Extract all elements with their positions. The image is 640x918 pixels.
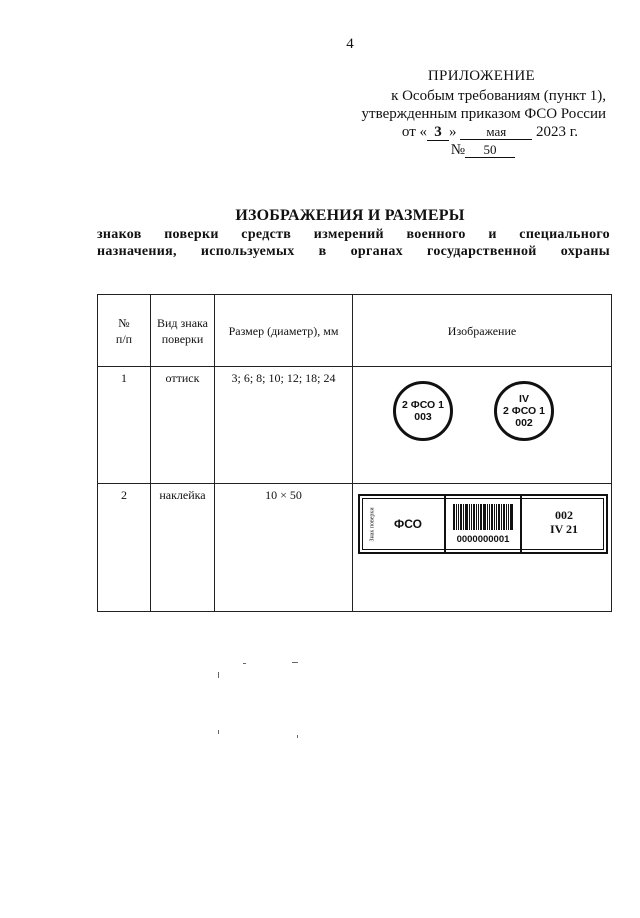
table-row bbox=[98, 367, 612, 484]
barcode-bar bbox=[456, 504, 457, 530]
verification-sticker bbox=[358, 494, 608, 554]
appendix-number bbox=[451, 140, 515, 160]
barcode-bar bbox=[503, 504, 505, 530]
row-size: 10 × 50 bbox=[215, 484, 353, 612]
barcode-bar bbox=[463, 504, 464, 530]
scan-speck bbox=[243, 663, 246, 664]
barcode-bar bbox=[508, 504, 509, 530]
barcode-bar bbox=[498, 504, 500, 530]
barcode-bar bbox=[480, 504, 482, 530]
sticker-period: IV 21 bbox=[549, 522, 579, 536]
row-type: наклейка bbox=[151, 484, 215, 612]
scan-speck bbox=[292, 662, 298, 663]
sticker-org-section bbox=[360, 496, 446, 552]
row-num: 2 bbox=[98, 484, 151, 612]
stamp-2-line2: 002 bbox=[515, 417, 533, 429]
sticker-barcode-section bbox=[446, 496, 522, 552]
date-year: 2023 г. bbox=[536, 124, 578, 140]
barcode-bar bbox=[501, 504, 502, 530]
date-month: мая bbox=[460, 124, 532, 140]
barcode-bar bbox=[478, 504, 479, 530]
document-title: ИЗОБРАЖЕНИЯ И РАЗМЕРЫ bbox=[235, 207, 465, 224]
barcode-bar bbox=[496, 504, 497, 530]
appendix-approval: утвержденным приказом ФСО России bbox=[361, 106, 606, 122]
stamp-imprint-2 bbox=[494, 381, 554, 441]
barcode-graphic bbox=[453, 504, 514, 530]
barcode-bar bbox=[458, 504, 459, 530]
barcode-number: 0000000001 bbox=[456, 533, 510, 545]
stamp-1-line1: 2 ФСО 1 bbox=[402, 399, 444, 411]
appendix-reference: к Особым требованиям (пункт 1), bbox=[391, 88, 606, 104]
date-prefix: от « bbox=[401, 124, 428, 140]
date-mid: » bbox=[449, 124, 457, 140]
stamp-2-line0: IV bbox=[519, 393, 529, 405]
date-day: 3 bbox=[427, 125, 449, 141]
table-row bbox=[98, 484, 612, 612]
barcode-bar bbox=[460, 504, 462, 530]
row-type: оттиск bbox=[151, 367, 215, 484]
scan-speck bbox=[297, 735, 298, 738]
header-size: Размер (диаметр), мм bbox=[215, 295, 353, 367]
scan-speck bbox=[218, 672, 219, 678]
verification-marks-table bbox=[97, 294, 612, 612]
stamp-imprint-1 bbox=[393, 381, 453, 441]
barcode-bar bbox=[465, 504, 468, 530]
barcode-bar bbox=[453, 504, 455, 530]
number-prefix: № bbox=[450, 142, 465, 158]
stamp-1-line2: 003 bbox=[414, 411, 432, 423]
barcode-bar bbox=[489, 504, 490, 530]
barcode-bar bbox=[510, 504, 513, 530]
barcode-bar bbox=[506, 504, 507, 530]
barcode-bar bbox=[476, 504, 477, 530]
barcode-bar bbox=[473, 504, 475, 530]
row-image bbox=[353, 484, 612, 612]
order-number: 50 bbox=[465, 142, 515, 158]
scan-speck bbox=[218, 730, 219, 734]
barcode-bar bbox=[471, 504, 472, 530]
barcode-bar bbox=[483, 504, 486, 530]
appendix-title: ПРИЛОЖЕНИЕ bbox=[427, 68, 535, 84]
barcode-bar bbox=[469, 504, 470, 530]
sticker-org: ФСО bbox=[394, 517, 422, 531]
page-number: 4 bbox=[346, 36, 354, 52]
table-header-row bbox=[98, 295, 612, 367]
row-image bbox=[353, 367, 612, 484]
sticker-code-section bbox=[522, 496, 606, 552]
header-image: Изображение bbox=[353, 295, 612, 367]
sticker-vertical-label: Знак поверки bbox=[369, 506, 376, 542]
barcode-bar bbox=[494, 504, 495, 530]
appendix-date bbox=[402, 122, 578, 142]
header-num: № п/п bbox=[98, 295, 151, 367]
document-subtitle-line2: назначения, используемых в органах государственной охраны bbox=[97, 244, 610, 259]
stamp-2-line1: 2 ФСО 1 bbox=[503, 405, 545, 417]
row-size: 3; 6; 8; 10; 12; 18; 24 bbox=[215, 367, 353, 484]
document-subtitle-line1: знаков поверки средств измерений военного и специального bbox=[97, 227, 610, 242]
barcode-bar bbox=[491, 504, 493, 530]
header-type: Вид знака поверки bbox=[151, 295, 215, 367]
sticker-code: 002 bbox=[555, 508, 573, 522]
row-num: 1 bbox=[98, 367, 151, 484]
barcode-bar bbox=[487, 504, 488, 530]
